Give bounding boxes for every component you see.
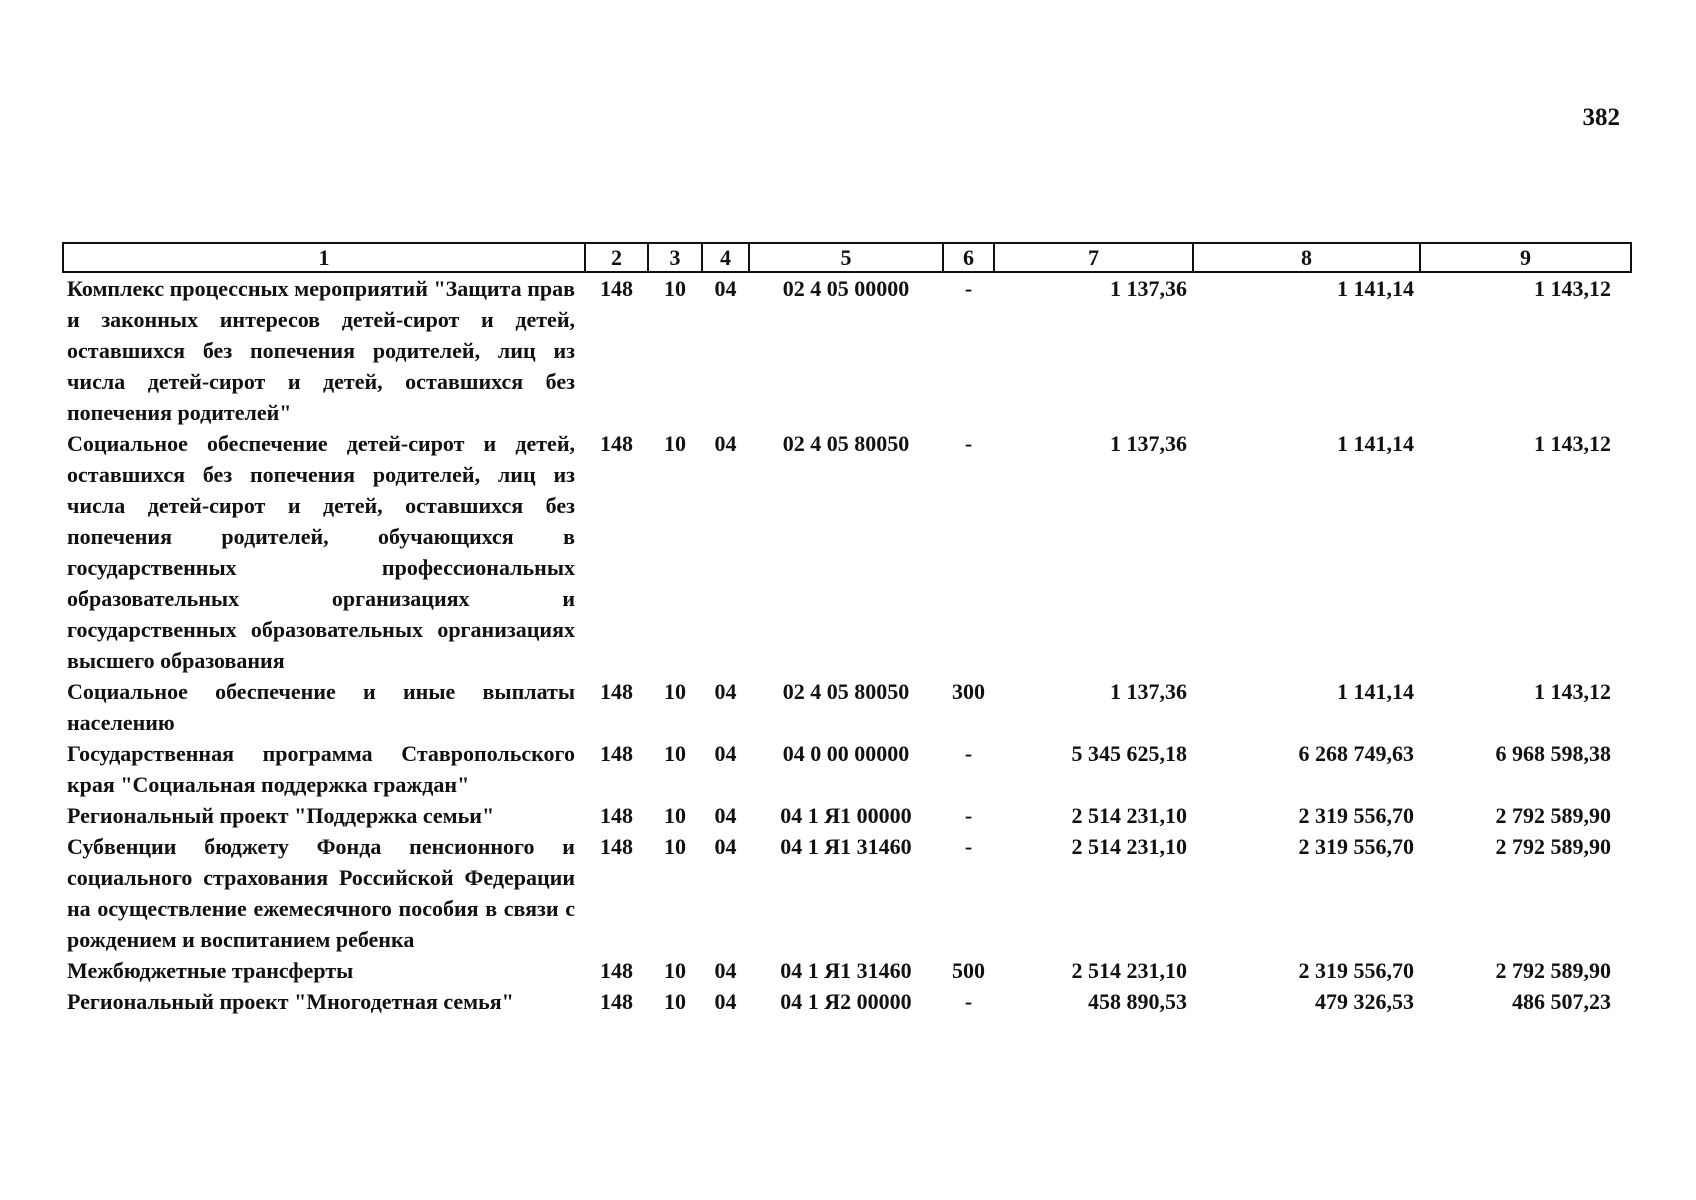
row-code-3: 10 bbox=[664, 834, 686, 859]
page-number: 382 bbox=[1582, 104, 1620, 131]
row-amount-7: 458 890,53 bbox=[1088, 989, 1187, 1014]
row-name: Социальное обеспечение и иные выплаты населению bbox=[67, 679, 575, 735]
header-col-6: 6 bbox=[943, 243, 994, 272]
header-col-7: 7 bbox=[994, 243, 1193, 272]
row-amount-9: 486 507,23 bbox=[1512, 989, 1611, 1014]
row-amount-8: 1 141,14 bbox=[1337, 679, 1414, 704]
row-code-2: 148 bbox=[600, 431, 633, 456]
row-code-3: 10 bbox=[664, 989, 686, 1014]
row-code-5: 04 1 Я1 31460 bbox=[780, 834, 912, 859]
row-code-6: 300 bbox=[952, 679, 985, 704]
row-amount-9: 2 792 589,90 bbox=[1495, 958, 1611, 983]
row-code-2: 148 bbox=[600, 741, 633, 766]
row-code-6: - bbox=[964, 989, 973, 1014]
row-amount-9: 1 143,12 bbox=[1534, 679, 1611, 704]
row-code-4: 04 bbox=[714, 834, 737, 859]
row-amount-8: 2 319 556,70 bbox=[1298, 803, 1414, 828]
row-amount-8: 2 319 556,70 bbox=[1298, 958, 1414, 983]
header-col-4: 4 bbox=[702, 243, 749, 272]
row-amount-9: 2 792 589,90 bbox=[1495, 803, 1611, 828]
header-row bbox=[63, 243, 1631, 272]
row-amount-9: 1 143,12 bbox=[1534, 276, 1611, 301]
row-code-4: 04 bbox=[714, 989, 737, 1014]
row-code-3: 10 bbox=[664, 741, 686, 766]
row-code-5: 02 4 05 80050 bbox=[782, 431, 910, 456]
row-code-6: - bbox=[964, 803, 973, 828]
row-amount-7: 1 137,36 bbox=[1110, 276, 1187, 301]
row-code-2: 148 bbox=[600, 276, 633, 301]
row-code-5: 04 1 Я1 00000 bbox=[780, 803, 912, 828]
header-col-9: 9 bbox=[1420, 243, 1631, 272]
table-row bbox=[63, 272, 1631, 428]
budget-table bbox=[62, 242, 1632, 1017]
header-col-1: 1 bbox=[63, 243, 585, 272]
row-amount-7: 1 137,36 bbox=[1110, 679, 1187, 704]
table-row bbox=[63, 986, 1631, 1017]
row-code-5: 02 4 05 80050 bbox=[782, 679, 910, 704]
table-row bbox=[63, 738, 1631, 800]
row-code-2: 148 bbox=[600, 834, 633, 859]
row-name: Межбюджетные трансферты bbox=[67, 958, 354, 983]
table-row bbox=[63, 955, 1631, 986]
table-row bbox=[63, 428, 1631, 676]
row-code-5: 02 4 05 00000 bbox=[782, 276, 910, 301]
row-amount-8: 1 141,14 bbox=[1337, 276, 1414, 301]
row-code-6: - bbox=[964, 834, 973, 859]
table-row bbox=[63, 800, 1631, 831]
row-code-4: 04 bbox=[714, 679, 737, 704]
header-col-8: 8 bbox=[1193, 243, 1420, 272]
table-row bbox=[63, 676, 1631, 738]
row-name: Субвенции бюджету Фонда пенсионного и социального страхования Российской Федерации на осуществление ежемесячного пособия в связи с рождением и воспитанием ребенка bbox=[67, 834, 575, 952]
header-col-5: 5 bbox=[749, 243, 943, 272]
row-amount-8: 6 268 749,63 bbox=[1298, 741, 1414, 766]
row-code-5: 04 0 00 00000 bbox=[782, 741, 910, 766]
row-amount-7: 2 514 231,10 bbox=[1071, 834, 1187, 859]
row-name: Государственная программа Ставропольского края "Социальная поддержка граждан" bbox=[67, 741, 575, 797]
row-code-6: 500 bbox=[952, 958, 985, 983]
row-amount-7: 2 514 231,10 bbox=[1071, 803, 1187, 828]
row-amount-7: 2 514 231,10 bbox=[1071, 958, 1187, 983]
row-amount-8: 2 319 556,70 bbox=[1298, 834, 1414, 859]
row-code-4: 04 bbox=[714, 803, 737, 828]
row-amount-7: 1 137,36 bbox=[1110, 431, 1187, 456]
row-code-3: 10 bbox=[664, 803, 686, 828]
row-code-6: - bbox=[964, 431, 973, 456]
row-name: Социальное обеспечение детей-сирот и детей, оставшихся без попечения родителей, лиц из числа детей-сирот и детей, оставшихся без попечения родителей, обучающихся в государственных профессиональных образовательных организациях и государственных образовательных организациях высшего образования bbox=[67, 431, 575, 673]
row-code-2: 148 bbox=[600, 958, 633, 983]
row-code-2: 148 bbox=[600, 989, 633, 1014]
row-code-4: 04 bbox=[714, 276, 737, 301]
row-amount-9: 6 968 598,38 bbox=[1495, 741, 1611, 766]
row-amount-9: 1 143,12 bbox=[1534, 431, 1611, 456]
table-body bbox=[63, 272, 1631, 1017]
row-code-3: 10 bbox=[664, 958, 686, 983]
row-code-3: 10 bbox=[664, 431, 686, 456]
row-amount-8: 1 141,14 bbox=[1337, 431, 1414, 456]
row-amount-8: 479 326,53 bbox=[1315, 989, 1414, 1014]
row-code-5: 04 1 Я1 31460 bbox=[780, 958, 912, 983]
row-code-3: 10 bbox=[664, 679, 686, 704]
table-row bbox=[63, 831, 1631, 955]
row-name: Комплекс процессных мероприятий "Защита прав и законных интересов детей-сирот и детей, оставшихся без попечения родителей, лиц из числа детей-сирот и детей, оставшихся без попечения родителей" bbox=[67, 276, 575, 425]
table-header bbox=[63, 243, 1631, 272]
row-code-6: - bbox=[964, 276, 973, 301]
row-code-5: 04 1 Я2 00000 bbox=[780, 989, 912, 1014]
row-code-3: 10 bbox=[664, 276, 686, 301]
row-amount-9: 2 792 589,90 bbox=[1495, 834, 1611, 859]
row-code-2: 148 bbox=[600, 679, 633, 704]
row-code-2: 148 bbox=[600, 803, 633, 828]
header-col-3: 3 bbox=[648, 243, 702, 272]
row-name: Региональный проект "Поддержка семьи" bbox=[67, 803, 495, 828]
row-name: Региональный проект "Многодетная семья" bbox=[67, 989, 514, 1014]
row-code-4: 04 bbox=[714, 958, 737, 983]
row-code-4: 04 bbox=[714, 741, 737, 766]
row-code-6: - bbox=[964, 741, 973, 766]
row-amount-7: 5 345 625,18 bbox=[1071, 741, 1187, 766]
row-code-4: 04 bbox=[714, 431, 737, 456]
header-col-2: 2 bbox=[585, 243, 648, 272]
